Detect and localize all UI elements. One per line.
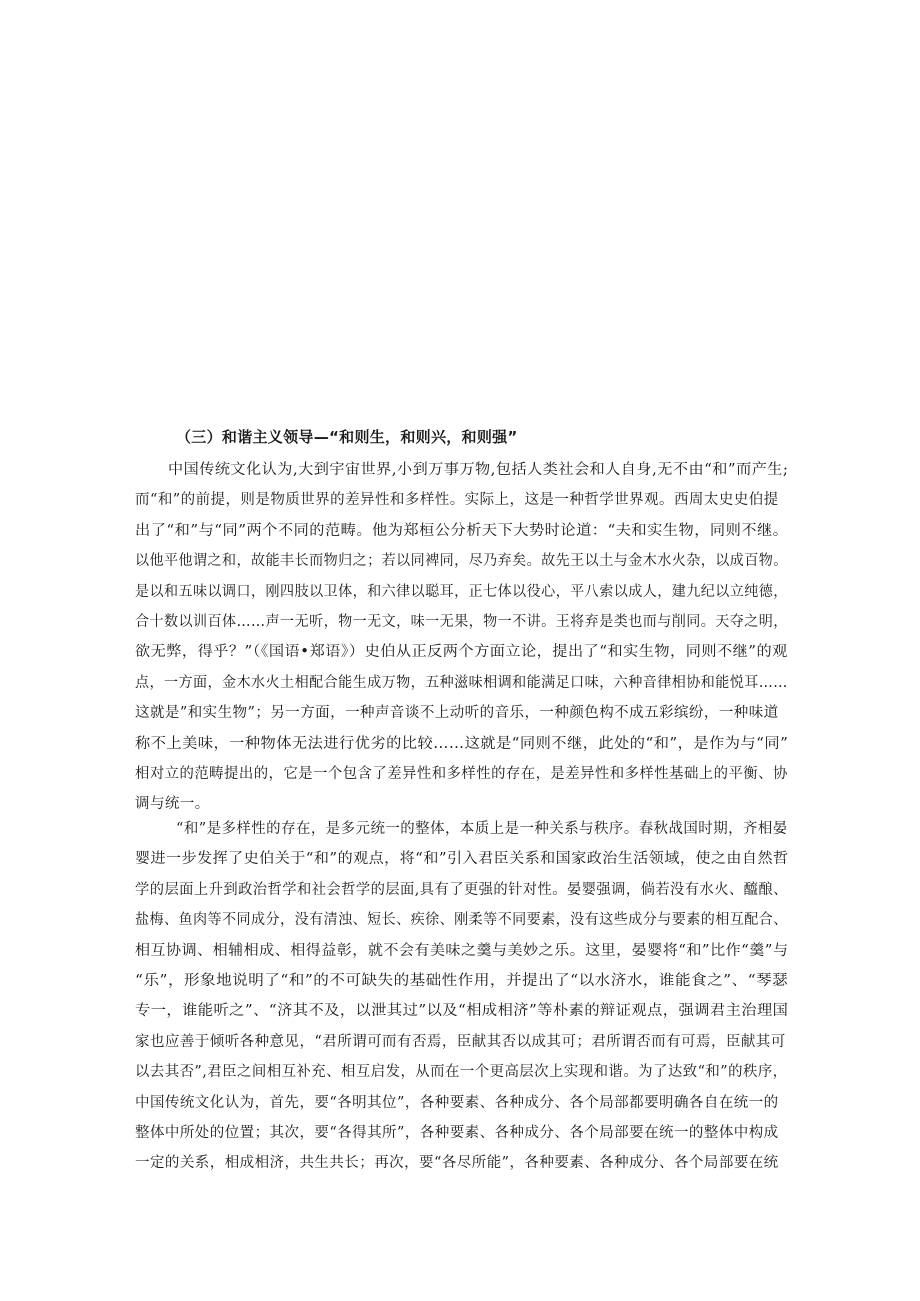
text-line: 是以和五味以调口，刚四肢以卫体，和六律以聪耳，正七体以役心，平八索以成人，建九纪以立纯德， [135, 583, 788, 600]
text-line: 整体中所处的位置；其次，要“各得其所”，各种要素、各种成分、各个局部要在统一的整体中构成 [135, 1125, 779, 1141]
text-line: 以去其否”,君臣之间相互补充、相互启发，从而在一个更高层次上实现和谐。为了达致“和”的秩序， [135, 1064, 788, 1081]
text-line: 称不上美味，一种物体无法进行优劣的比较……这就是“同则不继，此处的“和”，是作为与“同” [135, 735, 789, 752]
text-line: 出了“和”与“同”两个不同的范畴。他为郑桓公分析天下大势时论道：“夫和实生物，同则不继。 [135, 522, 789, 539]
text-line: “乐”，形象地说明了“和”的不可缺失的基础性作用，并提出了“以水济水，谁能食之”、“琴瑟 [135, 973, 789, 989]
text-line: 相对立的范畴提出的，它是一个包含了差异性和多样性的存在，是差异性和多样性基础上的平衡、协 [135, 766, 788, 782]
text-line: 学的层面上升到政治哲学和社会哲学的层面,具有了更强的针对性。晏婴强调，倘若没有水火、醯酿、 [135, 881, 788, 898]
text-line: 中国传统文化认为,大到宇宙世界,小到万事万物,包括人类社会和人自身,无不由“和”而产生; [168, 462, 789, 478]
text-line: 婴进一步发挥了史伯关于“和”的观点，将“和”引入君臣关系和国家政治生活领域，使之由自然哲 [135, 851, 789, 868]
text-line: 合十数以训百体……声一无听，物一无文，味一无果，物一不讲。王将弃是类也而与削同。天夺之明， [135, 614, 788, 630]
section-heading: （三）和谐主义领导—“和则生，和则兴，和则强” [176, 428, 518, 446]
text-line: 而“和”的前提，则是物质世界的差异性和多样性。实际上，这是一种哲学世界观。西周太史史伯提 [135, 492, 779, 509]
text-line: 家也应善于倾听各种意见，“君所谓可而有否焉，臣献其否以成其可；君所谓否而有可焉，臣献其可 [135, 1033, 786, 1050]
text-line: 相互协调、相辅相成、相得益彰，就不会有美味之羹与美妙之乐。这里，晏婴将“和”比作“羹”与 [135, 942, 789, 959]
text-line: 这就是”和实生物”；另一方面，一种声音谈不上动听的音乐，一种颜色构不成五彩缤纷，一种味道 [135, 705, 779, 722]
text-line: 以他平他谓之和，故能丰长而物归之；若以同裨同，尽乃弃矣。故先王以土与金木水火杂，以成百物。 [135, 553, 788, 570]
text-line: 专一，谁能听之”、“济其不及，以泄其过”以及“相成相济”等朴素的辩证观点，强调君主治理国 [135, 1003, 789, 1020]
text-line: 盐梅、鱼肉等不同成分，没有清浊、短长、疾徐、刚柔等不同要素，没有这些成分与要素的相互配合、 [135, 912, 788, 929]
text-line: 一定的关系，相成相济，共生共长；再次，要“各尽所能”，各种要素、各种成分、各个局部要在统 [135, 1155, 779, 1172]
text-line: 中国传统文化认为，首先，要“各明其位”，各种要素、各种成分、各个局部都要明确各自在统一的 [135, 1094, 779, 1111]
text-line: 点，一方面，金木水火土相配合能生成万物，五种滋味相调和能满足口味，六种音律相协和能悦耳…… [135, 674, 788, 691]
text-line: “和”是多样性的存在，是多元统一的整体，本质上是一种关系与秩序。春秋战国时期，齐相晏 [176, 821, 788, 837]
text-line: 欲无弊，得乎？”（《国语•郑语》）史伯从正反两个方面立论，提出了“和实生物，同则不继”的观 [135, 644, 788, 661]
text-line: 调与统一。 [135, 796, 210, 813]
